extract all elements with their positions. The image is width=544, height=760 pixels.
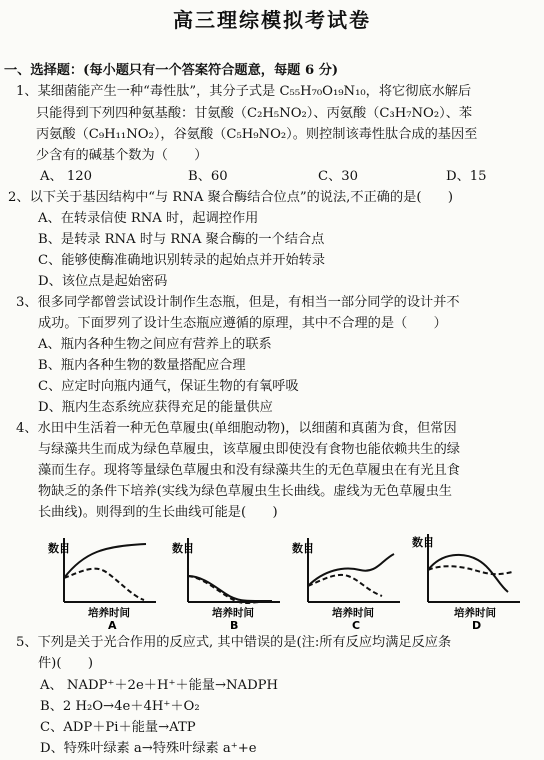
q1-option-d[interactable]: D、15 <box>446 169 487 184</box>
q5-line-2: 件)( ) <box>38 656 93 671</box>
chart-c-ylabel: 数目 <box>292 542 314 555</box>
chart-b-xlabel: 培养时间 <box>212 607 254 619</box>
q4-line-1: 4、水田中生活着一种无色草履虫(单细胞动物)，以细菌和真菌为食，但常因 <box>16 421 457 436</box>
q1-line-2: 只能得到下列四种氨基酸：甘氨酸（C₂H₅NO₂）、丙氨酸（C₃H₇NO₂）、苯 <box>36 106 473 121</box>
chart-c[interactable] <box>288 532 408 640</box>
chart-c-solid-curve <box>308 554 394 586</box>
chart-b[interactable] <box>168 532 288 640</box>
q1-line-1: 1、某细菌能产生一种“毒性肽”，其分子式是 C₅₅H₇₀O₁₉N₁₀，将它彻底水解后 <box>16 84 472 99</box>
chart-d-xlabel: 培养时间 <box>454 607 496 619</box>
q2-stem: 2、以下关于基因结构中“与 RNA 聚合酶结合位点”的说法,不正确的是( ) <box>8 190 453 205</box>
q3-option-c[interactable]: C、应定时向瓶内通气，保证生物的有氧呼吸 <box>38 379 299 394</box>
q4-line-5: 长曲线)。则得到的生长曲线可能是( ) <box>38 505 278 520</box>
q1-line-3: 丙氨酸（C₉H₁₁NO₂），谷氨酸（C₅H₉NO₂）。则控制该毒性肽合成的基因至 <box>36 127 478 142</box>
chart-c-xlabel: 培养时间 <box>332 607 374 619</box>
q3-line-2: 成功。下面罗列了设计生态瓶应遵循的原理，其中不合理的是（ ） <box>38 316 447 331</box>
q5-option-c[interactable]: C、ADP＋Pi＋能量→ATP <box>40 720 196 735</box>
section-heading: 一、选择题：(每小题只有一个答案符合题意，每题 6 分) <box>4 63 339 78</box>
chart-a-ylabel: 数目 <box>48 542 70 555</box>
q2-option-d[interactable]: D、该位点是起始密码 <box>38 274 168 289</box>
q3-option-a[interactable]: A、瓶内各种生物之间应有营养上的联系 <box>38 337 272 352</box>
chart-b-ylabel: 数目 <box>172 542 194 555</box>
q5-option-d[interactable]: D、特殊叶绿素 a→特殊叶绿素 a⁺+e <box>40 741 257 756</box>
q4-line-2: 与绿藻共生而成为绿色草履虫，该草履虫即使没有食物也能依赖共生的绿 <box>38 442 460 457</box>
q5-line-1: 5、下列是关于光合作用的反应式, 其中错误的是(注:所有反应均满足反应条 <box>16 635 452 650</box>
q3-option-d[interactable]: D、瓶内生态系统应获得充足的能量供应 <box>38 400 273 415</box>
q4-line-3: 藻而生存。现将等量绿色草履虫和没有绿藻共生的无色草履虫在有光且食 <box>38 463 460 478</box>
exam-title: 高三理综模拟考试卷 <box>173 8 371 32</box>
chart-b-solid-curve <box>188 576 272 601</box>
chart-a-xlabel: 培养时间 <box>88 607 130 619</box>
chart-d-ylabel: 数目 <box>412 536 434 549</box>
q5-option-b[interactable]: B、2 H₂O→4e＋4H⁺＋O₂ <box>40 699 200 714</box>
chart-d-solid-curve <box>428 555 508 592</box>
chart-b-dashed-curve <box>188 576 264 603</box>
q3-option-b[interactable]: B、瓶内各种生物的数量搭配应合理 <box>38 358 246 373</box>
chart-d-dashed-curve <box>428 566 512 574</box>
chart-b-letter: B <box>230 619 239 632</box>
chart-c-letter: C <box>352 619 361 632</box>
q1-option-b[interactable]: B、60 <box>188 169 228 184</box>
q2-option-b[interactable]: B、是转录 RNA 时与 RNA 聚合酶的一个结合点 <box>38 232 325 247</box>
q4-line-4: 物缺乏的条件下培养(实线为绿色草履虫生长曲线。虚线为无色草履虫生 <box>38 484 452 499</box>
chart-a-dashed-curve <box>64 569 144 600</box>
q1-line-4: 少含有的碱基个数为（ ） <box>36 148 208 163</box>
chart-d[interactable] <box>408 532 528 640</box>
chart-a-letter: A <box>108 619 117 632</box>
q3-line-1: 3、很多同学都曾尝试设计制作生态瓶，但是，有相当一部分同学的设计并不 <box>16 295 460 310</box>
q2-option-a[interactable]: A、在转录信使 RNA 时，起调控作用 <box>38 211 259 226</box>
q1-option-c[interactable]: C、30 <box>318 169 359 184</box>
q5-option-a[interactable]: A、 NADP⁺＋2e＋H⁺＋能量→NADPH <box>40 678 279 693</box>
q2-option-c[interactable]: C、能够使酶准确地识别转录的起始点并开始转录 <box>38 253 326 268</box>
chart-a[interactable] <box>44 532 164 640</box>
q1-option-a[interactable]: A、 120 <box>40 169 93 184</box>
chart-a-solid-curve <box>64 544 146 578</box>
chart-d-letter: D <box>472 619 482 632</box>
